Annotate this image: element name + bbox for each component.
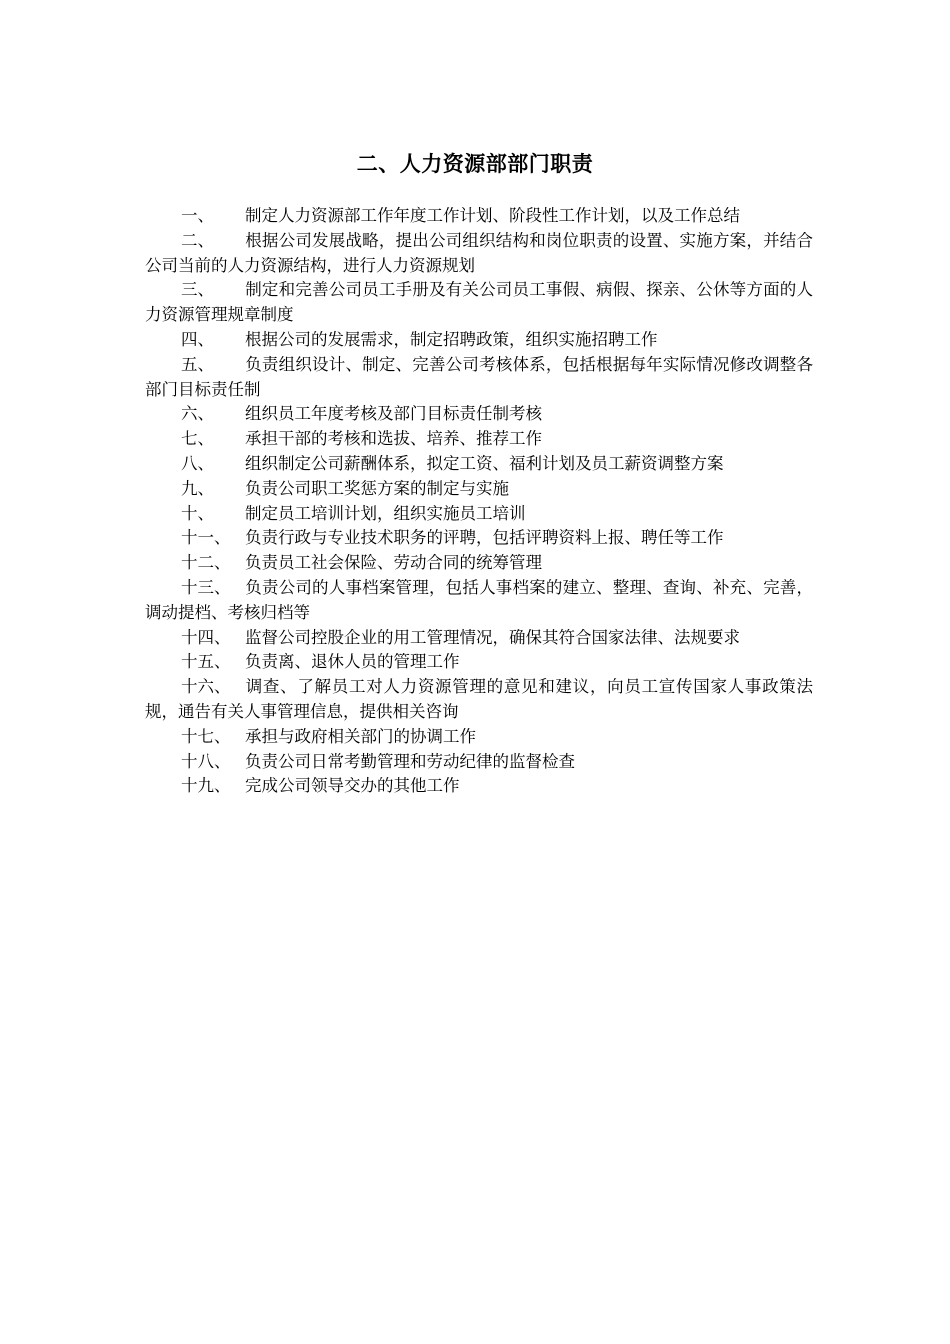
duties-list [145,204,813,799]
duty-item [145,502,813,527]
duty-text: 制定人力资源部工作年度工作计划、阶段性工作计划，以及工作总结 [245,206,740,225]
duty-item [145,650,813,675]
duty-item [145,204,813,229]
duty-item [145,725,813,750]
duty-item [145,477,813,502]
duty-item [145,353,813,403]
duty-text: 负责公司职工奖惩方案的制定与实施 [245,478,509,498]
duty-number: 十二、 [181,553,231,573]
duty-number: 二、 [181,230,214,250]
duty-number: 六、 [181,404,214,424]
duty-item [145,576,813,626]
duty-text: 负责公司的人事档案管理，包括人事档案的建立、整理、查询、补充、完善，调动提档、考核归档等 [145,577,813,622]
duty-number: 十三、 [181,577,231,597]
duty-text: 组织制定公司薪酬体系，拟定工资、福利计划及员工薪资调整方案 [245,453,724,473]
duty-text: 完成公司领导交办的其他工作 [245,776,460,796]
duty-number: 十一、 [181,528,231,548]
duty-number: 三、 [181,280,214,300]
duty-text: 承担与政府相关部门的协调工作 [245,726,476,746]
duty-number: 五、 [181,354,214,374]
duty-number: 八、 [181,453,214,473]
duty-number: 四、 [181,329,214,349]
duty-text: 根据公司发展战略，提出公司组织结构和岗位职责的设置、实施方案，并结合公司当前的人力资源结构，进行人力资源规划 [145,230,813,275]
duty-text: 制定和完善公司员工手册及有关公司员工事假、病假、探亲、公休等方面的人力资源管理规章制度 [145,280,813,325]
duty-number: 一、 [181,206,214,225]
duty-number: 九、 [181,478,214,498]
duty-item [145,551,813,576]
duty-item [145,750,813,775]
duty-text: 负责公司日常考勤管理和劳动纪律的监督检查 [245,751,575,771]
duty-text: 负责离、退休人员的管理工作 [245,652,460,672]
duty-text: 制定员工培训计划，组织实施员工培训 [245,503,526,523]
duty-text: 承担干部的考核和选拔、培养、推荐工作 [245,429,542,449]
duty-text: 负责行政与专业技术职务的评聘，包括评聘资料上报、聘任等工作 [245,528,724,548]
duty-item [145,278,813,328]
duty-item [145,229,813,279]
duty-text: 负责组织设计、制定、完善公司考核体系，包括根据每年实际情况修改调整各部门目标责任制 [145,354,813,399]
duty-number: 十四、 [181,627,231,647]
duty-text: 监督公司控股企业的用工管理情况，确保其符合国家法律、法规要求 [245,627,740,647]
duty-number: 十五、 [181,652,231,672]
duty-text: 根据公司的发展需求，制定招聘政策，组织实施招聘工作 [245,329,658,349]
duty-number: 十六、 [181,677,231,697]
duty-text: 组织员工年度考核及部门目标责任制考核 [245,404,542,424]
duty-number: 十八、 [181,751,231,771]
duty-number: 十、 [181,503,214,523]
duty-item [145,452,813,477]
duty-text: 调查、了解员工对人力资源管理的意见和建议，向员工宣传国家人事政策法规，通告有关人事管理信息，提供相关咨询 [145,677,813,721]
duty-item [145,328,813,353]
duty-number: 十九、 [181,776,231,796]
duty-item [145,526,813,551]
duty-text: 负责员工社会保险、劳动合同的统筹管理 [245,553,542,573]
duty-number: 七、 [181,429,214,449]
duty-item [145,402,813,427]
duty-item [145,626,813,651]
duty-item [145,774,813,799]
document-title: 二、人力资源部部门职责 [356,151,594,176]
duty-item [145,675,813,725]
duty-item [145,427,813,452]
duty-number: 十七、 [181,726,231,746]
